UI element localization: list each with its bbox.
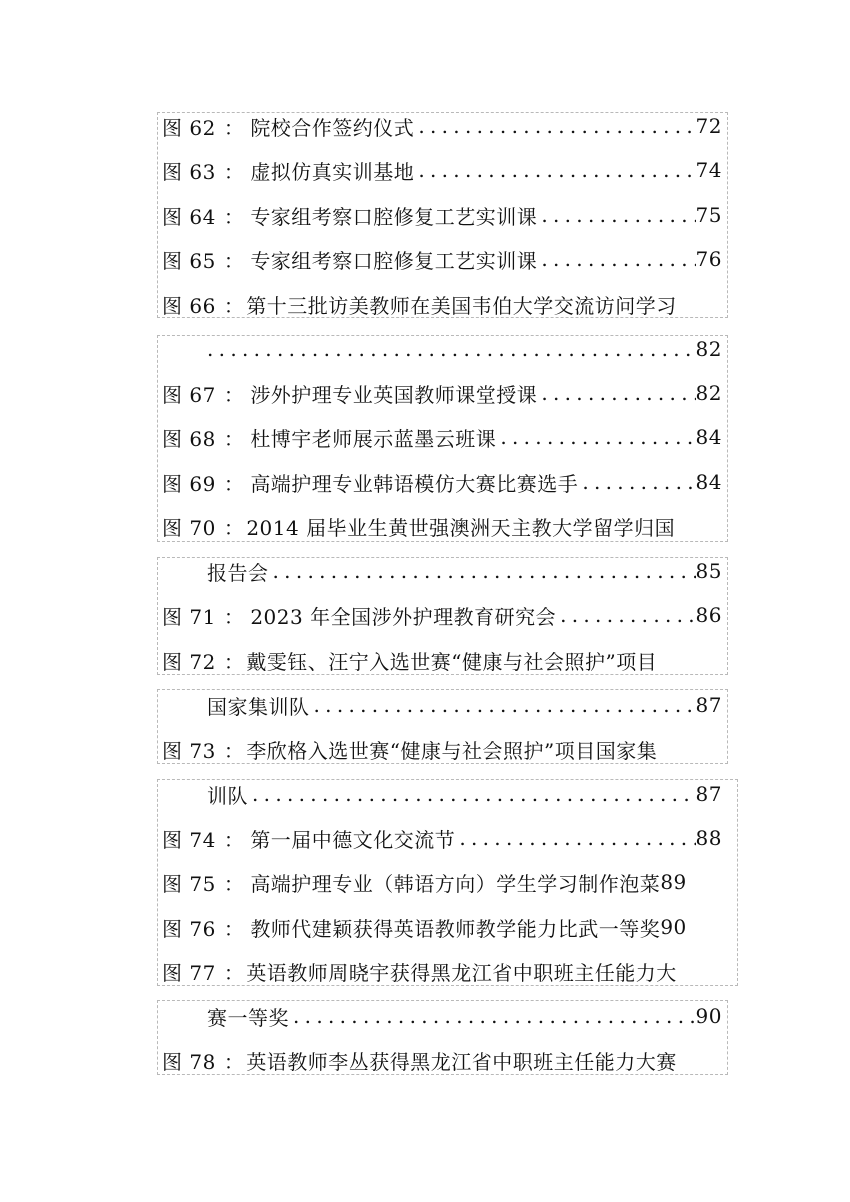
toc-entry-continuation [207,549,722,593]
toc-entry [162,949,722,993]
separator: ： [223,871,245,896]
dot-leader [537,381,695,405]
dot-leader [248,782,696,806]
figure-title: 高端护理专业（韩语方向）学生学习制作泡菜 [250,871,661,896]
figure-label: 图 62 [162,115,216,140]
figure-label: 图 73 [162,738,216,763]
figure-title: 专家组考察口腔修复工艺实训课 [250,204,538,229]
separator: ： [223,738,245,763]
separator: ： [223,960,245,985]
toc-entry [162,816,722,860]
toc-entry [162,460,722,504]
separator: ： [223,471,245,496]
separator: ： [223,115,245,140]
dot-leader [556,603,695,627]
toc-entry [162,504,722,548]
figure-label: 图 68 [162,426,216,451]
separator: ： [223,1049,245,1074]
figure-title: 涉外护理专业英国教师课堂授课 [250,382,538,407]
separator: ： [223,604,245,629]
separator: ： [223,159,245,184]
toc-entry [162,860,732,904]
page-number: 87 [695,782,722,806]
page-number: 87 [695,693,722,717]
separator: ： [223,248,245,273]
figure-title: 英语教师李丛获得黑龙江省中职班主任能力大赛 [246,1049,677,1074]
dot-leader [537,203,695,227]
figure-label: 图 78 [162,1049,216,1074]
dot-leader [310,693,696,717]
figure-label: 图 65 [162,248,216,273]
page-number: 75 [695,203,722,227]
page-number: 90 [695,1004,722,1028]
page-number: 82 [695,337,722,361]
toc-entry [162,727,722,771]
dot-leader [414,114,695,138]
figure-title-continuation: 赛一等奖 [207,1005,289,1030]
dot-leader [207,337,696,361]
toc-entry [162,282,722,326]
toc-entry [162,371,722,415]
figure-label: 图 66 [162,293,216,318]
separator: ： [223,827,245,852]
figure-label: 图 77 [162,960,216,985]
figure-title: 高端护理专业韩语模仿大赛比赛选手 [250,471,579,496]
separator: ： [223,515,245,540]
dot-leader [578,470,695,494]
figure-label: 图 74 [162,827,216,852]
page-number: 85 [695,559,722,583]
toc-entry-continuation [207,327,722,371]
figure-title: 第一届中德文化交流节 [250,827,456,852]
page-number: 88 [695,826,722,850]
separator: ： [223,382,245,407]
figure-title: 教师代建颖获得英语教师教学能力比武一等奖 [250,916,661,941]
dot-leader [269,559,696,583]
figure-label: 图 67 [162,382,216,407]
page-number: 74 [695,158,722,182]
toc-entry [162,237,722,281]
figure-title: 专家组考察口腔修复工艺实训课 [250,248,538,273]
page-number: 84 [695,425,722,449]
figure-title: 英语教师周晓宇获得黑龙江省中职班主任能力大 [246,960,677,985]
dot-leader [496,425,695,449]
figure-title-continuation: 国家集训队 [207,694,310,719]
figure-title: 2023 年全国涉外护理教育研究会 [250,604,557,629]
figure-title-continuation: 训队 [207,783,248,808]
figure-label: 图 63 [162,159,216,184]
figure-title: 戴雯钰、汪宁入选世赛“健康与社会照护”项目 [246,649,658,674]
separator: ： [223,204,245,229]
figure-label: 图 69 [162,471,216,496]
separator: ： [223,426,245,451]
figure-label: 图 72 [162,649,216,674]
toc-entry [162,193,722,237]
figure-title: 李欣格入选世赛“健康与社会照护”项目国家集 [246,738,658,763]
figure-title: 2014 届毕业生黄世强澳洲天主教大学留学归国 [246,515,676,540]
dot-leader [455,826,695,850]
figure-title: 虚拟仿真实训基地 [250,159,415,184]
page-number: 82 [695,381,722,405]
page-number: 89 [660,870,687,894]
dot-leader [289,1004,696,1028]
page-number: 76 [695,247,722,271]
figure-label: 图 70 [162,515,216,540]
page-number: 84 [695,470,722,494]
separator: ： [223,649,245,674]
dot-leader [414,158,695,182]
separator: ： [223,916,245,941]
figure-label: 图 75 [162,871,216,896]
figure-title: 第十三批访美教师在美国韦伯大学交流访问学习 [246,293,677,318]
figure-title: 院校合作签约仪式 [250,115,415,140]
toc-entry [162,1038,722,1082]
page-number: 72 [695,114,722,138]
figure-label: 图 71 [162,604,216,629]
toc-entry [162,415,722,459]
toc-entry [162,104,722,148]
toc-entry-continuation [207,772,722,816]
page-number: 90 [660,915,687,939]
figure-title-continuation: 报告会 [207,560,269,585]
separator: ： [223,293,245,318]
dot-leader [537,247,695,271]
toc-entry-continuation [207,994,722,1038]
toc-entry [162,638,722,682]
toc-entry-continuation [207,683,722,727]
figure-label: 图 64 [162,204,216,229]
toc-entry [162,593,722,637]
toc-entry [162,148,722,192]
page-number: 86 [695,603,722,627]
figure-title: 杜博宇老师展示蓝墨云班课 [250,426,497,451]
figure-label: 图 76 [162,916,216,941]
toc-entry [162,905,732,949]
